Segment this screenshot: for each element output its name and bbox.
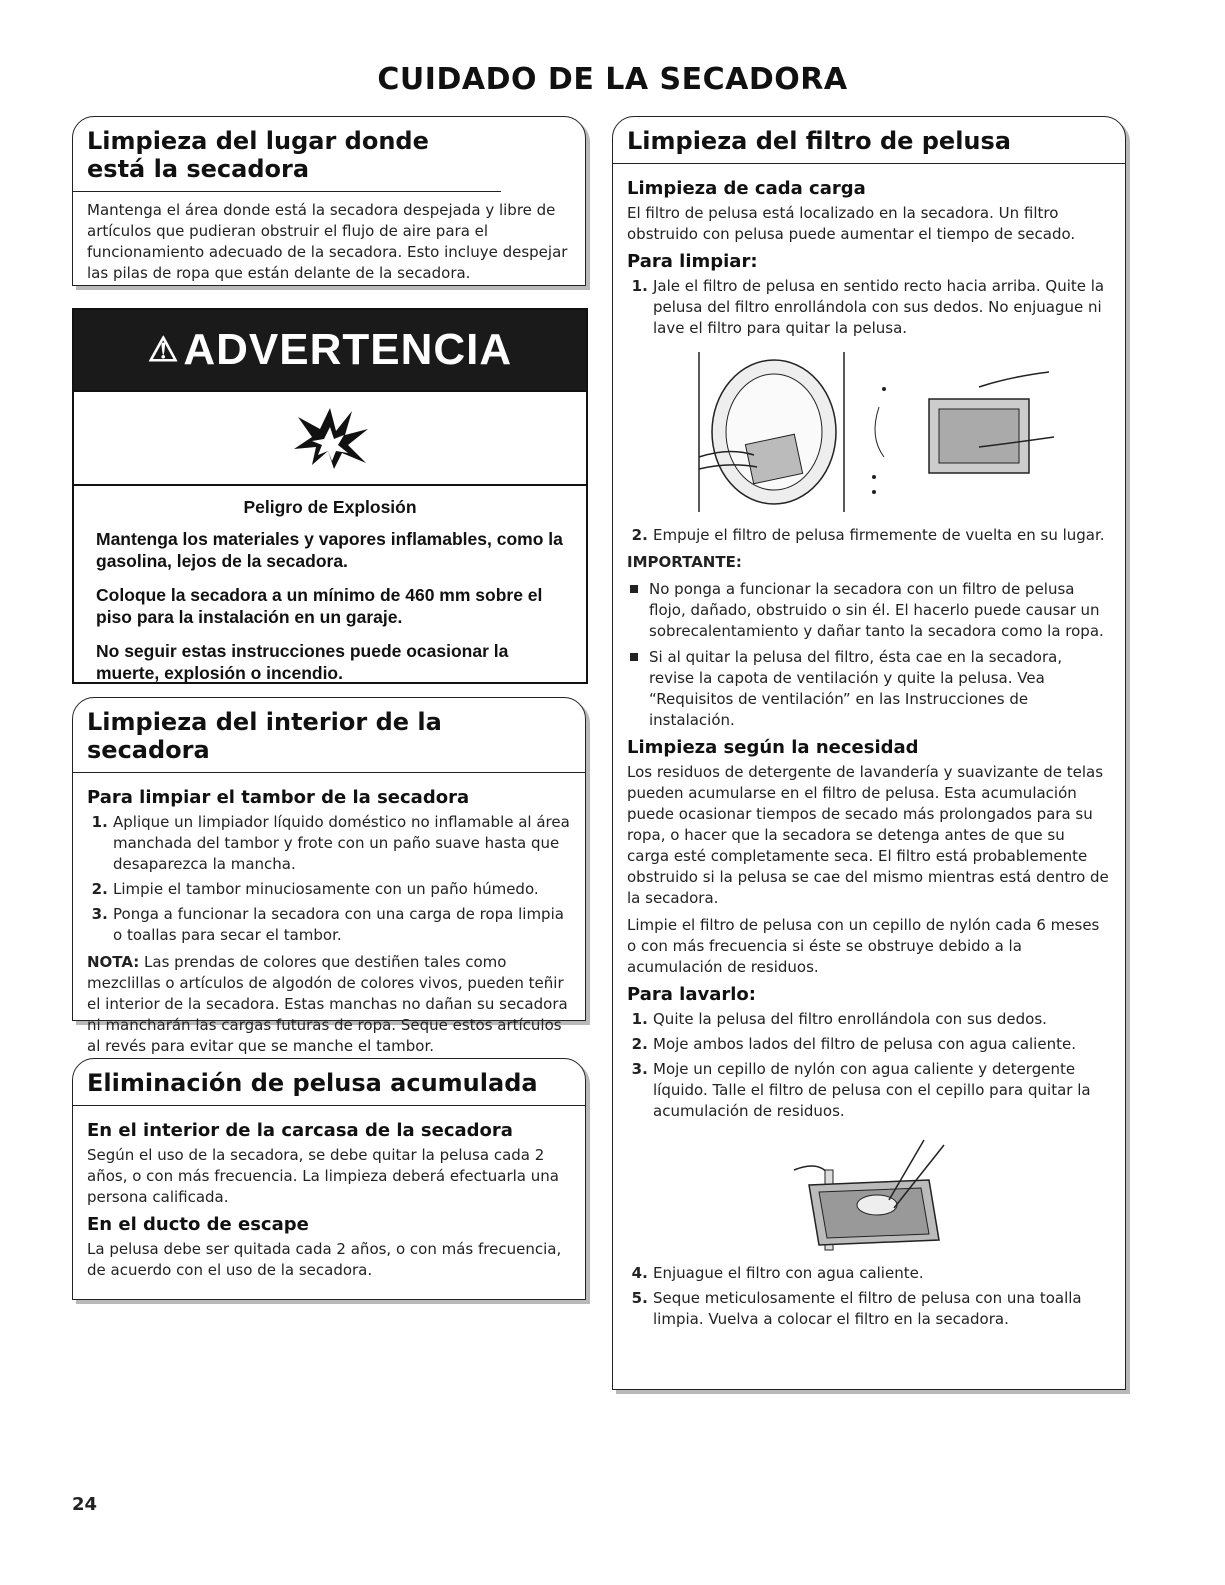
list-item: 5. Seque meticulosamente el filtro de pelusa con una toalla limpia. Vuelva a colocar el filtro en la secadora. <box>653 1288 1111 1330</box>
list-item: 2. Empuje el filtro de pelusa firmemente de vuelta en su lugar. <box>653 525 1111 546</box>
section-area-cleaning <box>72 116 586 286</box>
warning-header <box>74 310 586 392</box>
section-subtitle: Limpieza según la necesidad <box>627 737 919 758</box>
section-interior-cleaning <box>72 697 586 1055</box>
section-title: Limpieza del lugar donde está la secadora <box>73 117 501 192</box>
note-text: Las prendas de colores que destiñen tales como mezclillas o artículos de algodón de colores vivos, pueden teñir el interior de la secadora. Estas manchas no dañan su secadora ni mancharán las cargas futuras de ropa. Seque estos artículos al revés para evitar que se manche el tambor. <box>87 953 568 1055</box>
list-item: 1. Quite la pelusa del filtro enrollándola con sus dedos. <box>653 1009 1111 1030</box>
list-item: 4. Enjuague el filtro con agua caliente. <box>653 1263 1111 1284</box>
warning-box <box>72 308 588 684</box>
body-text: Los residuos de detergente de lavandería y suavizante de telas pueden acumularse en el filtro de pelusa. Esta acumulación puede ocasionar tiempos de secado más prolongados para su ropa, o hacer que la secadora se detenga antes de que su carga esté completamente seca. El filtro está probablemente obstruido si la pelusa se cae del mismo mientras está dentro de la secadora. <box>627 763 1109 907</box>
section-subtitle: Para limpiar: <box>627 251 758 272</box>
note-paragraph <box>87 952 571 1057</box>
body-text: El filtro de pelusa está localizado en la secadora. Un filtro obstruido con pelusa puede aumentar el tiempo de secado. <box>627 204 1076 243</box>
list-item: No ponga a funcionar la secadora con un filtro de pelusa flojo, dañado, obstruido o sin él. El hacerlo puede causar un sobrecalentamiento y dañar tanto la secadora como la ropa. <box>649 579 1111 642</box>
section-title: Limpieza del filtro de pelusa <box>613 117 1125 164</box>
filter-brushing-illustration <box>627 1130 1111 1255</box>
list-item: 3. Ponga a funcionar la secadora con una carga de ropa limpia o toallas para secar el tambor. <box>113 904 571 946</box>
warning-heading: ADVERTENCIA <box>183 325 513 374</box>
section-lint-filter <box>612 116 1126 1390</box>
warning-line: No seguir estas instrucciones puede ocasionar la muerte, explosión o incendio. <box>96 641 509 683</box>
explosion-icon <box>74 392 586 486</box>
section-title: Limpieza del interior de la secadora <box>73 698 585 773</box>
body-text: Según el uso de la secadora, se debe quitar la pelusa cada 2 años, o con más frecuencia. La limpieza deberá efectuarla una persona calificada. <box>87 1146 559 1206</box>
warning-line: Mantenga los materiales y vapores inflamables, como la gasolina, lejos de la secadora. <box>96 529 563 571</box>
section-subtitle: Limpieza de cada carga <box>627 178 866 199</box>
body-text: La pelusa debe ser quitada cada 2 años, o con más frecuencia, de acuerdo con el uso de la secadora. <box>87 1240 562 1279</box>
list-item: 3. Moje un cepillo de nylón con agua caliente y detergente líquido. Talle el filtro de pelusa con el cepillo para quitar la acumulación de residuos. <box>653 1059 1111 1122</box>
section-subtitle: Para lavarlo: <box>627 984 756 1005</box>
warning-line: Coloque la secadora a un mínimo de 460 mm sobre el piso para la instalación en un garaje. <box>96 585 543 627</box>
note-label: NOTA: <box>87 953 140 971</box>
hazard-label: Peligro de Explosión <box>243 497 417 517</box>
important-label: IMPORTANTE: <box>627 553 742 571</box>
section-subtitle: Para limpiar el tambor de la secadora <box>87 787 470 808</box>
list-item: Si al quitar la pelusa del filtro, ésta cae en la secadora, revise la capota de ventilación y quite la pelusa. Vea “Requisitos de ventilación” en las Instrucciones de instalación. <box>649 647 1111 731</box>
area-text: Mantenga el área donde está la secadora despejada y libre de artículos que pudieran obstruir el flujo de aire para el funcionamiento adecuado de la secadora. Esto incluye despejar las pilas de ropa que están delante de la secadora. <box>87 201 568 282</box>
list-item: 2. Moje ambos lados del filtro de pelusa con agua caliente. <box>653 1034 1111 1055</box>
list-item: 1. Aplique un limpiador líquido doméstico no inflamable al área manchada del tambor y frote con un paño suave hasta que desaparezca la mancha. <box>113 812 571 875</box>
filter-removal-illustration <box>627 347 1111 517</box>
page-title: CUIDADO DE LA SECADORA <box>377 62 848 97</box>
list-item: 1. Jale el filtro de pelusa en sentido recto hacia arriba. Quite la pelusa del filtro enrollándola con sus dedos. No enjuague ni lave el filtro para quitar la pelusa. <box>653 276 1111 339</box>
body-text: Limpie el filtro de pelusa con un cepillo de nylón cada 6 meses o con más frecuencia si éste se obstruye debido a la acumulación de residuos. <box>627 916 1100 976</box>
section-title: Eliminación de pelusa acumulada <box>73 1059 585 1106</box>
warning-triangle-icon: ⚠ <box>147 331 180 369</box>
section-subtitle: En el ducto de escape <box>87 1214 309 1235</box>
section-subtitle: En el interior de la carcasa de la secadora <box>87 1120 513 1141</box>
list-item: 2. Limpie el tambor minuciosamente con un paño húmedo. <box>113 879 571 900</box>
page-number: 24 <box>72 1494 98 1515</box>
section-lint-buildup <box>72 1058 586 1300</box>
